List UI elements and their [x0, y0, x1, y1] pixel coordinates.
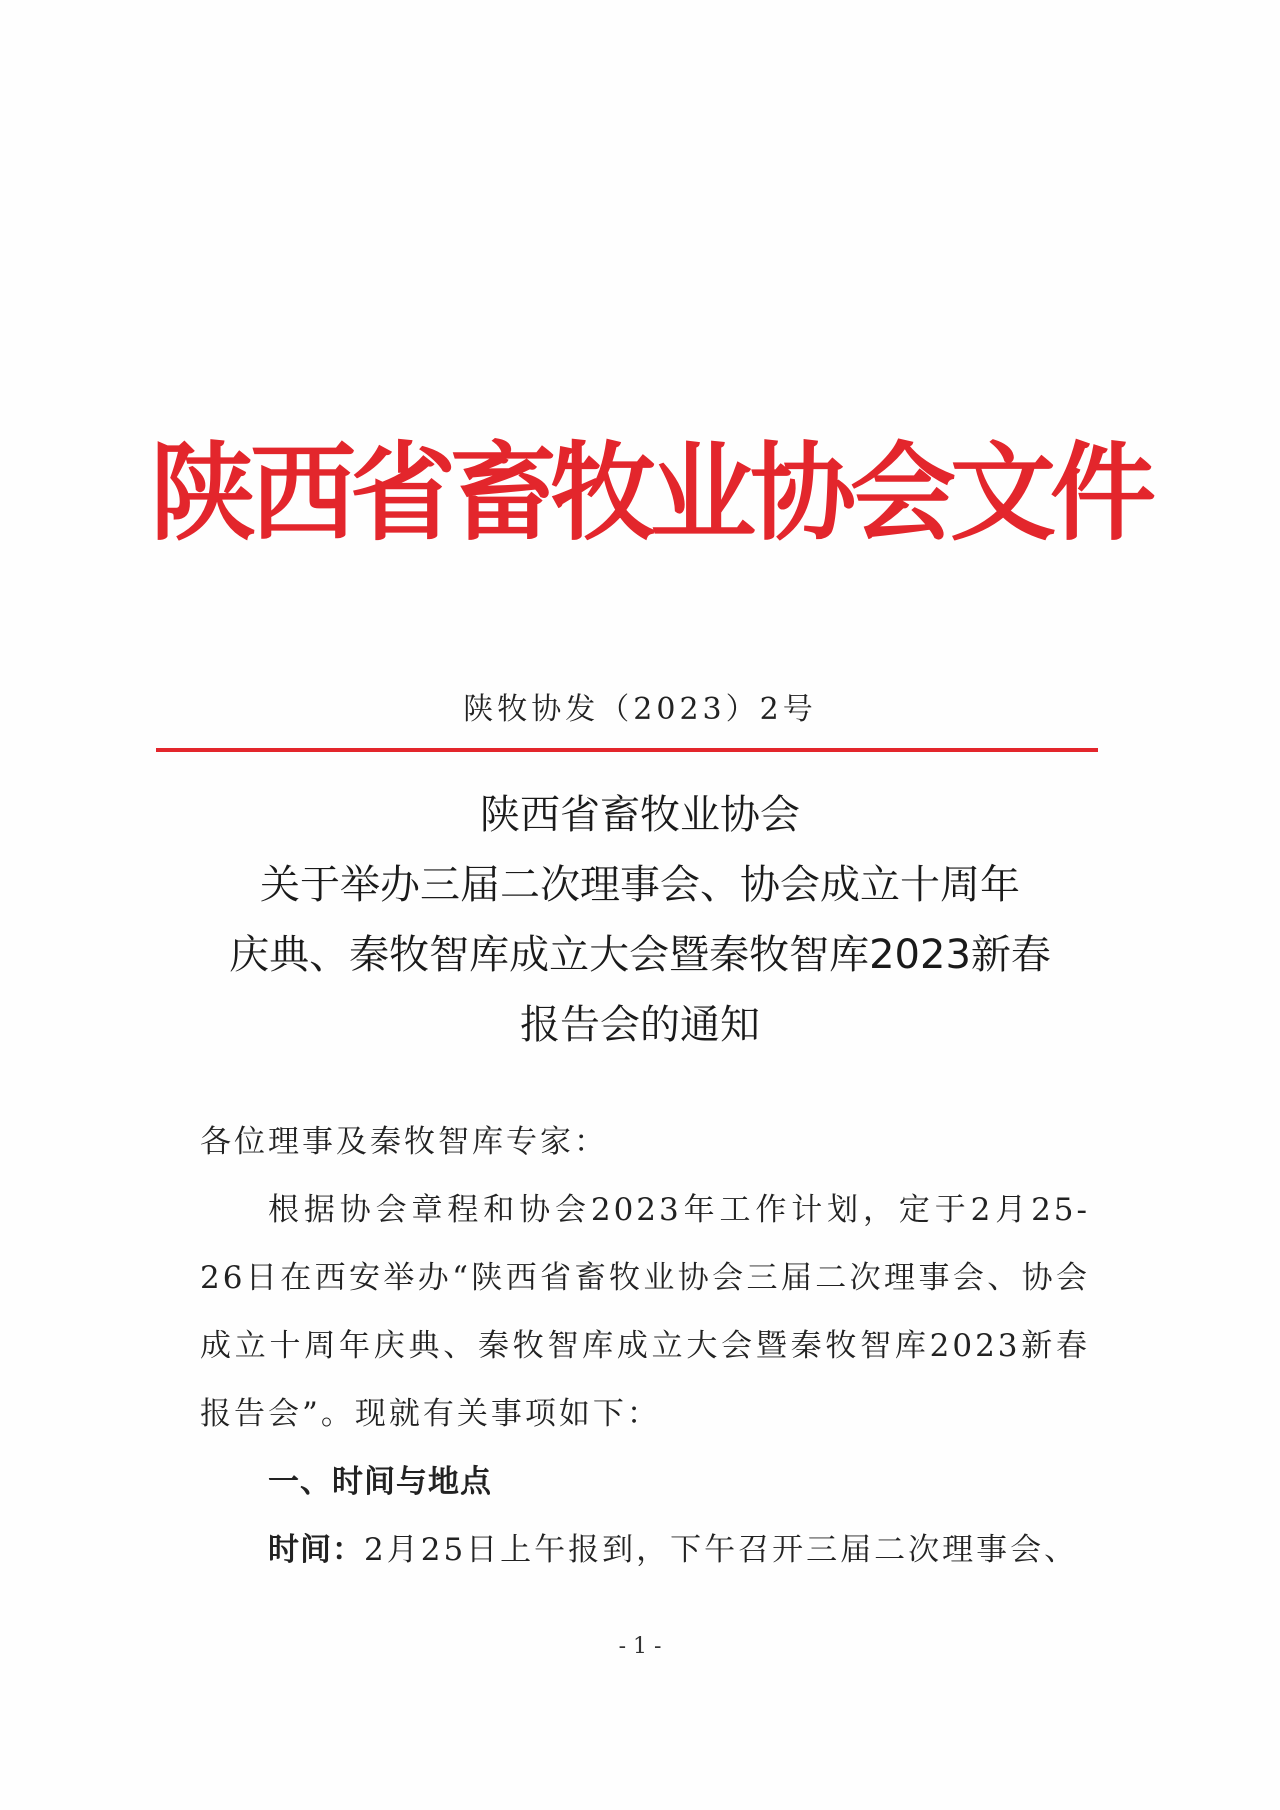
- section-1-heading: 一、时间与地点: [268, 1464, 492, 1500]
- time-text: 2月25日上午报到，下午召开三届二次理事会、: [364, 1532, 1079, 1568]
- paragraph-1: 根据协会章程和协会2023年工作计划，定于2月25-26日在西安举办“陕西省畜牧业协会三届二次理事会、协会成立十周年庆典、秦牧智库成立大会暨秦牧智库2023新春报告会”。现就有关事项如下：: [200, 1192, 1090, 1432]
- page-number: - 1 -: [618, 1634, 662, 1659]
- notice-title: [150, 780, 1130, 1060]
- title-line-3: 庆典、秦牧智库成立大会暨秦牧智库2023新春: [229, 932, 1051, 978]
- time-line: [200, 1516, 1090, 1584]
- body-text: [200, 1108, 1090, 1584]
- title-line-2: 关于举办三届二次理事会、协会成立十周年: [260, 862, 1020, 908]
- red-divider-line: [156, 748, 1098, 752]
- document-number: 陕牧协发（2023）2号: [463, 692, 817, 727]
- salutation: 各位理事及秦牧智库专家：: [200, 1124, 608, 1160]
- masthead-title: 陕西省畜牧业协会文件: [150, 430, 1150, 555]
- title-line-1: 陕西省畜牧业协会: [480, 792, 800, 838]
- title-line-4: 报告会的通知: [520, 1002, 760, 1048]
- time-label: 时间：: [268, 1532, 364, 1568]
